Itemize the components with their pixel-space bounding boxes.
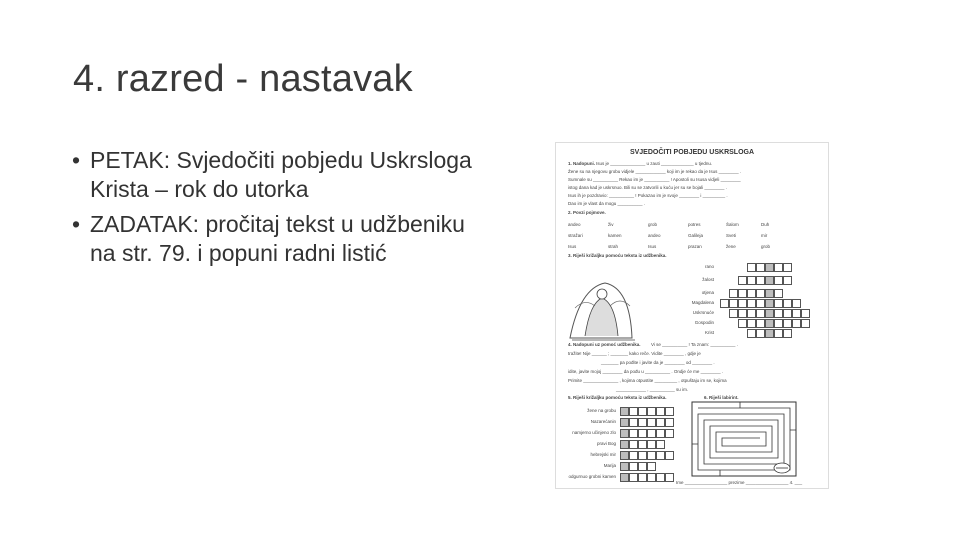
crossword-cell[interactable] (765, 309, 774, 318)
task2-word: Duh (761, 222, 770, 227)
bullet-marker: • (72, 211, 81, 237)
crossword-cell[interactable] (756, 289, 765, 298)
crossword-cell[interactable] (647, 451, 656, 460)
crossword-cell[interactable] (747, 263, 756, 272)
crossword-cell[interactable] (647, 462, 656, 471)
crossword-cell[interactable] (647, 418, 656, 427)
task4-line: Vi se __________ ! Ta znam: __________ . (651, 342, 738, 347)
crossword-cell[interactable] (792, 309, 801, 318)
crossword-clue: Uskrsnuće (692, 310, 714, 315)
crossword-cell[interactable] (665, 418, 674, 427)
task2-word: živ (608, 222, 614, 227)
task2-word: Šalom (726, 222, 739, 227)
task1-line: Dao im je vlast da mogu __________ . (568, 201, 646, 206)
crossword-cell[interactable] (747, 329, 756, 338)
crossword-cell[interactable] (792, 299, 801, 308)
resurrection-illustration (560, 268, 640, 348)
task1-line: Sumnale su __________ Rekao im je __________ ! Apostoli su Isusa vidjeli ________ (568, 177, 741, 182)
crossword-cell[interactable] (656, 440, 665, 449)
crossword-clue: žene na grobu (587, 408, 616, 413)
crossword-cell[interactable] (783, 319, 792, 328)
crossword-cell[interactable] (747, 299, 756, 308)
task4-line: Primite ______________ , kojima otpustite _________ , otpuštaju im se, kojima (568, 378, 727, 383)
crossword-cell[interactable] (629, 418, 638, 427)
crossword-cell[interactable] (783, 299, 792, 308)
task6-heading: 6. Riješi labirint. (704, 395, 739, 400)
task2-word: stražari (568, 233, 583, 238)
crossword-cell[interactable] (620, 451, 629, 460)
crossword-clue: žalost (702, 277, 714, 282)
task2-word: strah (608, 244, 619, 249)
crossword-cell[interactable] (629, 462, 638, 471)
crossword-cell[interactable] (656, 451, 665, 460)
crossword-cell[interactable] (774, 309, 783, 318)
crossword-cell[interactable] (774, 319, 783, 328)
task1-line: Isus je ______________ u zauti _____________ u tjednu. (596, 161, 713, 166)
task5-heading: 5. Riješi križaljku pomoću teksta iz udžbenika. (568, 395, 667, 400)
task2-word: grob (648, 222, 658, 227)
crossword-clue: Krist (705, 330, 714, 335)
crossword-cell[interactable] (783, 276, 792, 285)
crossword-cell[interactable] (620, 407, 629, 416)
crossword-cell[interactable] (801, 319, 810, 328)
task2-word: Isus (648, 244, 657, 249)
task2-word: prazan (688, 244, 702, 249)
task2-word: Sveti (726, 233, 737, 238)
crossword-cell[interactable] (765, 289, 774, 298)
worksheet-title: SVJEDOČITI POBJEDU USKRSLOGA (629, 149, 755, 156)
crossword-clue: namjerno učinjeno zlo (572, 430, 616, 435)
crossword-cell[interactable] (765, 276, 774, 285)
crossword-cell[interactable] (756, 309, 765, 318)
bullet-text: PETAK: Svjedočiti pobjedu Uskrsloga Krista – rok do utorka (90, 147, 472, 202)
crossword-cell[interactable] (765, 263, 774, 272)
task1-line: Isus ih je pozdravio: __________ ! Pokazao im je svoje ________ i _________ . (568, 193, 728, 198)
crossword-cell[interactable] (756, 299, 765, 308)
crossword-cell[interactable] (774, 329, 783, 338)
task4-line: tražite! Nije ______ ; _______ kako reče. Vidite ________ , gdje je (568, 351, 701, 356)
crossword-cell[interactable] (783, 263, 792, 272)
crossword-cell[interactable] (729, 309, 738, 318)
crossword-cell[interactable] (747, 289, 756, 298)
crossword-cell[interactable] (629, 440, 638, 449)
crossword-cell[interactable] (774, 276, 783, 285)
bullet-list (72, 146, 472, 274)
crossword-cell[interactable] (720, 299, 729, 308)
crossword-clue: hebrejski mir (590, 452, 616, 457)
bullet-item (72, 210, 472, 268)
crossword-cell[interactable] (801, 309, 810, 318)
crossword-cell[interactable] (620, 429, 629, 438)
crossword-clue: rano (704, 264, 714, 269)
task4-heading: 4. Nadopuni uz pomoć udžbenika. (568, 342, 641, 347)
task2-heading: 2. Povzi pojmove. (568, 210, 606, 215)
crossword-cell[interactable] (638, 473, 647, 482)
task4-line: ____________ , __________ su im. (616, 387, 689, 392)
task1-heading: 1. Nadopuni. (568, 161, 595, 166)
crossword-cell[interactable] (756, 263, 765, 272)
task3-heading: 3. Riješi križaljku pomoću teksta iz udžbenika. (568, 253, 667, 258)
crossword-cell[interactable] (747, 309, 756, 318)
crossword-cell[interactable] (729, 289, 738, 298)
task2-word: Galileja (688, 233, 704, 238)
crossword-cell[interactable] (756, 276, 765, 285)
crossword-cell[interactable] (638, 429, 647, 438)
crossword-cell[interactable] (738, 299, 747, 308)
crossword-cell[interactable] (629, 407, 638, 416)
crossword-cell[interactable] (620, 440, 629, 449)
crossword-cell[interactable] (665, 429, 674, 438)
crossword-cell[interactable] (656, 429, 665, 438)
task2-word: andeo (648, 233, 661, 238)
crossword-cell[interactable] (783, 329, 792, 338)
crossword-cell[interactable] (738, 289, 747, 298)
crossword-cell[interactable] (665, 473, 674, 482)
crossword-cell[interactable] (665, 407, 674, 416)
crossword-cell[interactable] (620, 418, 629, 427)
crossword-cell[interactable] (774, 299, 783, 308)
bullet-item (72, 146, 472, 204)
task4-line: _______ pa pođite i javite da je ________ od ________ . (601, 360, 715, 365)
crossword-cell[interactable] (765, 319, 774, 328)
crossword-clue: Marija (603, 463, 616, 468)
crossword-cell[interactable] (656, 407, 665, 416)
crossword-cell[interactable] (756, 329, 765, 338)
crossword-cell[interactable] (638, 451, 647, 460)
crossword-cell[interactable] (747, 276, 756, 285)
crossword-clue: otjena (701, 290, 714, 295)
crossword-cell[interactable] (656, 473, 665, 482)
crossword-cell[interactable] (747, 319, 756, 328)
task4-line: idite, javite mojoj ________ da pođu u __________ . Ondje će me ________ . (568, 369, 724, 374)
crossword-cell[interactable] (765, 299, 774, 308)
crossword-cell[interactable] (620, 462, 629, 471)
task2-word: žene (726, 244, 736, 249)
task2-word: Isus (568, 244, 577, 249)
crossword-clue: odgurnuo grobni kamen (568, 474, 616, 479)
crossword-clue: Nazarećanin (590, 419, 616, 424)
crossword-cell[interactable] (738, 276, 747, 285)
crossword-clue: pravi Bog (596, 441, 616, 446)
crossword-cell[interactable] (629, 473, 638, 482)
crossword-cell[interactable] (665, 451, 674, 460)
task2-word: mir (761, 233, 768, 238)
crossword-cell[interactable] (620, 473, 629, 482)
worksheet-image (556, 143, 828, 488)
crossword-cell[interactable] (738, 309, 747, 318)
bullet-marker: • (72, 147, 81, 173)
task2-word: andeo (568, 222, 581, 227)
task2-word: potres (688, 222, 701, 227)
crossword-cell[interactable] (647, 440, 656, 449)
crossword-cell[interactable] (638, 407, 647, 416)
crossword-cell[interactable] (783, 309, 792, 318)
crossword-cell[interactable] (792, 319, 801, 328)
task1-line: Žene su na njegovu grobu vidjele ____________ koji im je rekao da je Isus ________ . (568, 169, 742, 174)
crossword-cell[interactable] (729, 299, 738, 308)
crossword-cell[interactable] (774, 263, 783, 272)
crossword-cell[interactable] (629, 451, 638, 460)
crossword-cell[interactable] (765, 329, 774, 338)
crossword-cell[interactable] (647, 473, 656, 482)
maze-illustration (690, 400, 798, 478)
crossword-cell[interactable] (647, 429, 656, 438)
task1-line: istog dana kad je uskrsnuo. Bili su se zatvorili u kuću jer su se bojali ________ . (568, 185, 727, 190)
crossword-cell[interactable] (629, 429, 638, 438)
crossword-cell[interactable] (738, 319, 747, 328)
crossword-cell[interactable] (774, 289, 783, 298)
crossword-cell[interactable] (638, 418, 647, 427)
crossword-cell[interactable] (756, 319, 765, 328)
name-line: Ime _________________ prezime _________________ 4. ___ (676, 480, 803, 485)
bullet-text: ZADATAK: pročitaj tekst u udžbeniku na str. 79. i popuni radni listić (90, 211, 465, 266)
crossword-cell[interactable] (638, 440, 647, 449)
crossword-cell[interactable] (638, 462, 647, 471)
crossword-clue: Magdalena (691, 300, 714, 305)
crossword-cell[interactable] (647, 407, 656, 416)
task2-word: grob (761, 244, 771, 249)
task2-word: kamen (608, 233, 622, 238)
slide-title: 4. razred - nastavak (73, 58, 413, 100)
crossword-cell[interactable] (656, 418, 665, 427)
crossword-clue: Gospodin (694, 320, 714, 325)
